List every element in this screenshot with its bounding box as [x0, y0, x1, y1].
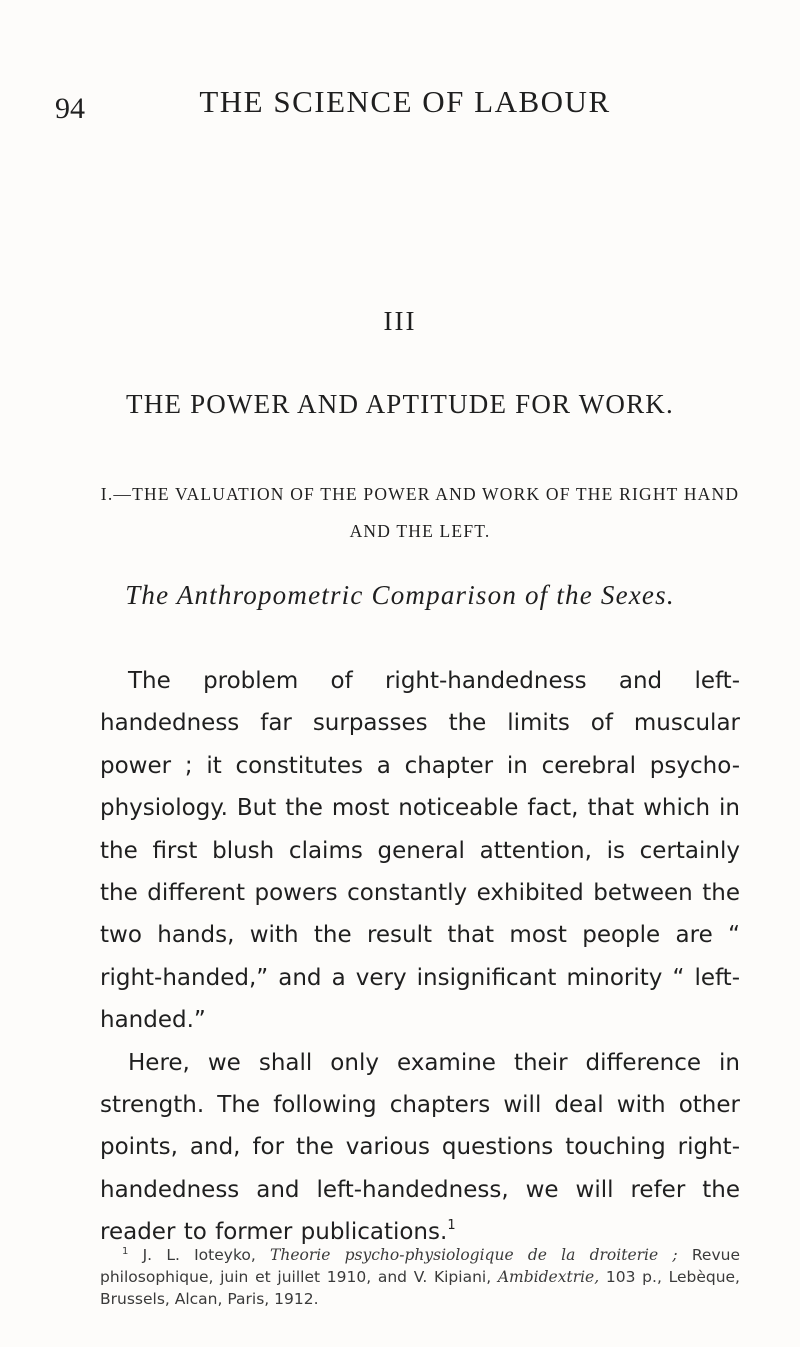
footnote: [100, 1244, 740, 1310]
footnote-mark: 1: [122, 1246, 129, 1257]
paragraph-text: Here, we shall only examine their difference in strength. The following chapters will deal with other points, and, for the various questions touching right-handedness and left-handedness, we will refer the reader to former publications.: [100, 1049, 740, 1246]
chapter-number: III: [383, 306, 417, 336]
footnote-title: Ambidextrie,: [497, 1268, 600, 1286]
running-title: THE SCIENCE OF LABOUR: [199, 84, 611, 119]
section-heading: I.—THE VALUATION OF THE POWER AND WORK OF THE RIGHT HAND AND THE LEFT.: [100, 484, 740, 541]
footnote-text: J. L. Ioteyko,: [142, 1246, 256, 1264]
page-number: 94: [55, 92, 85, 125]
footnote-reference[interactable]: 1: [447, 1218, 456, 1234]
body-text: [100, 660, 740, 1254]
section-subheading: The Anthropometric Comparison of the Sexes.: [125, 580, 675, 610]
footnote-title: Theorie psycho-physiologique de la droiterie ;: [270, 1246, 678, 1264]
paragraph: [100, 660, 740, 1042]
footnote-text: Revue philosophique, juin et juillet 1910, and V. Kipiani,: [100, 1246, 740, 1286]
paragraph: [100, 1042, 740, 1254]
footnote-text: 103 p., Lebèque, Brussels, Alcan, Paris, 1912.: [100, 1268, 740, 1308]
running-head: [55, 84, 745, 134]
paragraph-text: The problem of right-handedness and left-handedness far surpasses the limits of muscular power ; it constitutes a chapter in cerebral psycho-physiology. But the most noticeable fact, that which in the first blush claims general attention, is certainly the different powers constantly exhibited between the two hands, with the result that most people are “ right-handed,” and a very insignificant minority “ left-handed.”: [100, 668, 740, 1034]
chapter-title: THE POWER AND APTITUDE FOR WORK.: [126, 389, 674, 419]
